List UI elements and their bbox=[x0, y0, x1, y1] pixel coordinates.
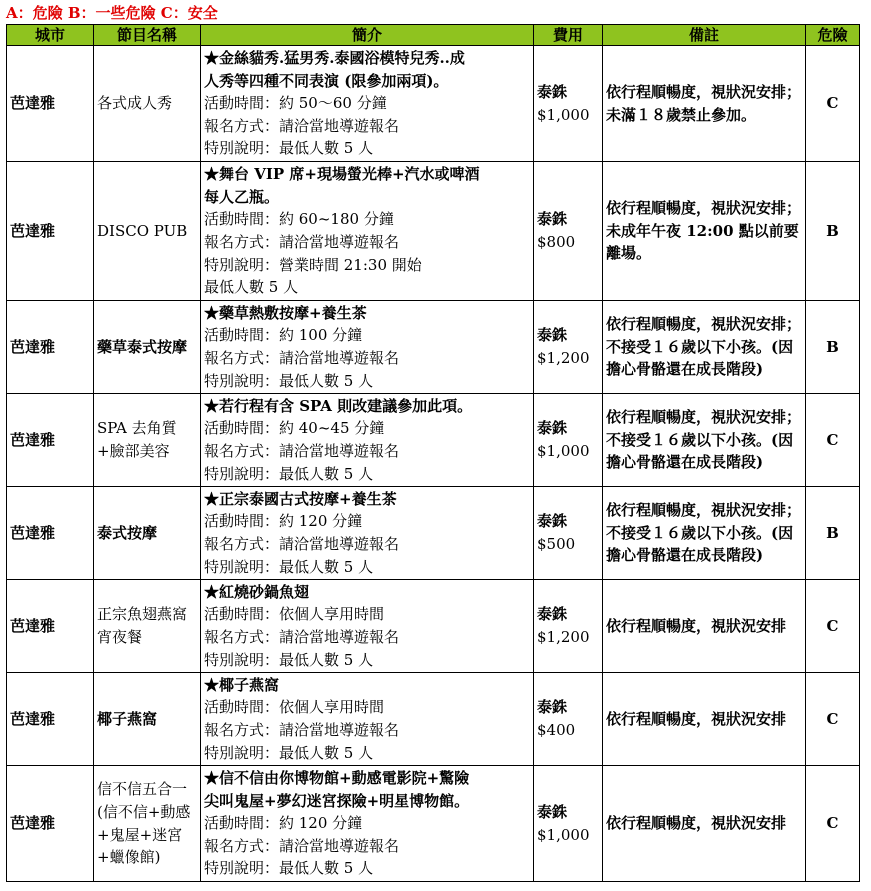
intro-line: 報名方式：請洽當地導遊報名 bbox=[204, 349, 400, 367]
intro-line: 報名方式：請洽當地導遊報名 bbox=[204, 442, 400, 460]
intro-line: 特別說明：最低人數 5 人 bbox=[204, 859, 374, 878]
intro-line: ★正宗泰國古式按摩+養生茶 bbox=[204, 489, 397, 508]
intro-line: 報名方式：請洽當地導遊報名 bbox=[204, 628, 400, 646]
intro-cell bbox=[201, 394, 534, 487]
header-danger: 危險 bbox=[806, 25, 860, 46]
intro-cell bbox=[201, 487, 534, 580]
intro-line: 活動時間：約 60~180 分鐘 bbox=[204, 210, 394, 229]
header-intro: 簡介 bbox=[201, 25, 534, 46]
intro-line: 尖叫鬼屋+夢幻迷宮探險+明星博物館。 bbox=[204, 791, 470, 810]
intro-cell bbox=[201, 766, 534, 882]
table-row bbox=[7, 580, 860, 673]
fee-currency: 泰銖 bbox=[537, 419, 568, 438]
note-cell: 依行程順暢度，視狀況安排；未成年午夜 12:00 點以前要離場。 bbox=[603, 162, 806, 301]
danger-level: C bbox=[806, 46, 860, 162]
intro-cell bbox=[201, 46, 534, 162]
intro-line: ★金絲貓秀.猛男秀.泰國浴模特兒秀..成 bbox=[204, 49, 465, 68]
intro-line: ★紅燒砂鍋魚翅 bbox=[204, 582, 310, 601]
fee-currency: 泰銖 bbox=[537, 698, 568, 717]
intro-line: 特別說明：最低人數 5 人 bbox=[204, 743, 374, 762]
table-row bbox=[7, 394, 860, 487]
intro-line: ★舞台 VIP 席+現場螢光棒+汽水或啤酒 bbox=[204, 165, 480, 184]
fee-cell bbox=[534, 301, 603, 394]
intro-line: 報名方式：請洽當地導遊報名 bbox=[204, 836, 400, 855]
danger-level: C bbox=[806, 394, 860, 487]
danger-level: B bbox=[806, 162, 860, 301]
danger-level: B bbox=[806, 301, 860, 394]
city-cell: 芭達雅 bbox=[7, 46, 94, 162]
note-cell: 依行程順暢度，視狀況安排 bbox=[603, 766, 806, 882]
fee-amount: $1,200 bbox=[537, 349, 590, 367]
intro-line: 活動時間：約 50～60 分鐘 bbox=[204, 94, 387, 113]
header-note: 備註 bbox=[603, 25, 806, 46]
program-cell: 各式成人秀 bbox=[94, 46, 201, 162]
intro-line: ★信不信由你博物館+動感電影院+驚險 bbox=[204, 769, 470, 788]
danger-legend: A：危險 B：一些危險 C：安全 bbox=[6, 4, 218, 22]
fee-cell bbox=[534, 46, 603, 162]
fee-currency: 泰銖 bbox=[537, 210, 568, 229]
optional-tours-table bbox=[6, 24, 860, 882]
intro-line: 報名方式：請洽當地導遊報名 bbox=[204, 116, 400, 135]
intro-line: 活動時間：約 120 分鐘 bbox=[204, 814, 363, 833]
note-cell: 依行程順暢度，視狀況安排；未滿１８歲禁止參加。 bbox=[603, 46, 806, 162]
fee-currency: 泰銖 bbox=[537, 512, 568, 531]
note-cell: 依行程順暢度，視狀況安排 bbox=[603, 580, 806, 673]
note-cell: 依行程順暢度，視狀況安排 bbox=[603, 673, 806, 766]
fee-amount: $1,000 bbox=[537, 442, 590, 460]
intro-cell bbox=[201, 673, 534, 766]
program-cell: 椰子燕窩 bbox=[94, 673, 201, 766]
intro-line: 活動時間：約 120 分鐘 bbox=[204, 512, 363, 531]
fee-cell bbox=[534, 580, 603, 673]
intro-line: 特別說明：營業時間 21:30 開始 bbox=[204, 255, 422, 274]
table-row bbox=[7, 487, 860, 580]
intro-line: 特別說明：最低人數 5 人 bbox=[204, 464, 374, 483]
intro-line: 每人乙瓶。 bbox=[204, 187, 280, 206]
city-cell: 芭達雅 bbox=[7, 394, 94, 487]
table-row bbox=[7, 673, 860, 766]
city-cell: 芭達雅 bbox=[7, 673, 94, 766]
note-cell: 依行程順暢度，視狀況安排；不接受１６歲以下小孩。(因擔心骨骼還在成長階段) bbox=[603, 301, 806, 394]
fee-amount: $400 bbox=[537, 721, 576, 739]
danger-level: C bbox=[806, 673, 860, 766]
intro-line: 活動時間：約 40~45 分鐘 bbox=[204, 419, 385, 438]
fee-amount: $500 bbox=[537, 535, 576, 553]
fee-amount: $1,000 bbox=[537, 105, 590, 124]
intro-line: 特別說明：最低人數 5 人 bbox=[204, 557, 374, 576]
fee-currency: 泰銖 bbox=[537, 326, 568, 345]
program-cell: 泰式按摩 bbox=[94, 487, 201, 580]
intro-line: 人秀等四種不同表演 (限參加兩項)。 bbox=[204, 71, 449, 90]
header-program: 節目名稱 bbox=[94, 25, 201, 46]
intro-line: 最低人數 5 人 bbox=[204, 278, 299, 297]
note-cell: 依行程順暢度，視狀況安排；不接受１６歲以下小孩。(因擔心骨骼還在成長階段) bbox=[603, 487, 806, 580]
city-cell: 芭達雅 bbox=[7, 162, 94, 301]
intro-line: 特別說明：最低人數 5 人 bbox=[204, 650, 374, 669]
intro-line: 報名方式：請洽當地導遊報名 bbox=[204, 535, 400, 553]
intro-line: 特別說明：最低人數 5 人 bbox=[204, 139, 374, 158]
table-row bbox=[7, 301, 860, 394]
city-cell: 芭達雅 bbox=[7, 580, 94, 673]
intro-line: 活動時間：約 100 分鐘 bbox=[204, 326, 363, 345]
fee-cell bbox=[534, 162, 603, 301]
danger-level: C bbox=[806, 580, 860, 673]
city-cell: 芭達雅 bbox=[7, 487, 94, 580]
fee-cell bbox=[534, 487, 603, 580]
note-cell: 依行程順暢度，視狀況安排；不接受１６歲以下小孩。(因擔心骨骼還在成長階段) bbox=[603, 394, 806, 487]
intro-line: ★藥草熱敷按摩+養生茶 bbox=[204, 303, 367, 322]
fee-amount: $1,200 bbox=[537, 628, 590, 646]
intro-line: ★椰子燕窩 bbox=[204, 675, 280, 694]
intro-line: 活動時間：依個人享用時間 bbox=[204, 605, 385, 624]
header-row bbox=[7, 25, 860, 46]
fee-currency: 泰銖 bbox=[537, 605, 568, 624]
intro-line: 報名方式：請洽當地導遊報名 bbox=[204, 233, 400, 251]
intro-line: 活動時間：依個人享用時間 bbox=[204, 698, 385, 717]
fee-amount: $1,000 bbox=[537, 825, 590, 844]
intro-cell bbox=[201, 580, 534, 673]
fee-cell bbox=[534, 766, 603, 882]
city-cell: 芭達雅 bbox=[7, 301, 94, 394]
intro-line: ★若行程有含 SPA 則改建議參加此項。 bbox=[204, 396, 473, 415]
fee-amount: $800 bbox=[537, 233, 576, 251]
intro-line: 特別說明：最低人數 5 人 bbox=[204, 371, 374, 390]
program-cell: SPA 去角質+臉部美容 bbox=[94, 394, 201, 487]
city-cell: 芭達雅 bbox=[7, 766, 94, 882]
intro-cell bbox=[201, 162, 534, 301]
program-cell: 信不信五合一 (信不信+動感+鬼屋+迷宮+蠟像館) bbox=[94, 766, 201, 882]
fee-cell bbox=[534, 673, 603, 766]
intro-line: 報名方式：請洽當地導遊報名 bbox=[204, 721, 400, 739]
header-city: 城市 bbox=[7, 25, 94, 46]
danger-level: C bbox=[806, 766, 860, 882]
danger-level: B bbox=[806, 487, 860, 580]
fee-currency: 泰銖 bbox=[537, 82, 568, 101]
fee-cell bbox=[534, 394, 603, 487]
table-row bbox=[7, 162, 860, 301]
fee-currency: 泰銖 bbox=[537, 802, 568, 821]
table-row bbox=[7, 766, 860, 882]
intro-cell bbox=[201, 301, 534, 394]
program-cell: 藥草泰式按摩 bbox=[94, 301, 201, 394]
header-fee: 費用 bbox=[534, 25, 603, 46]
program-cell: 正宗魚翅燕窩宵夜餐 bbox=[94, 580, 201, 673]
program-cell: DISCO PUB bbox=[94, 162, 201, 301]
table-row bbox=[7, 46, 860, 162]
